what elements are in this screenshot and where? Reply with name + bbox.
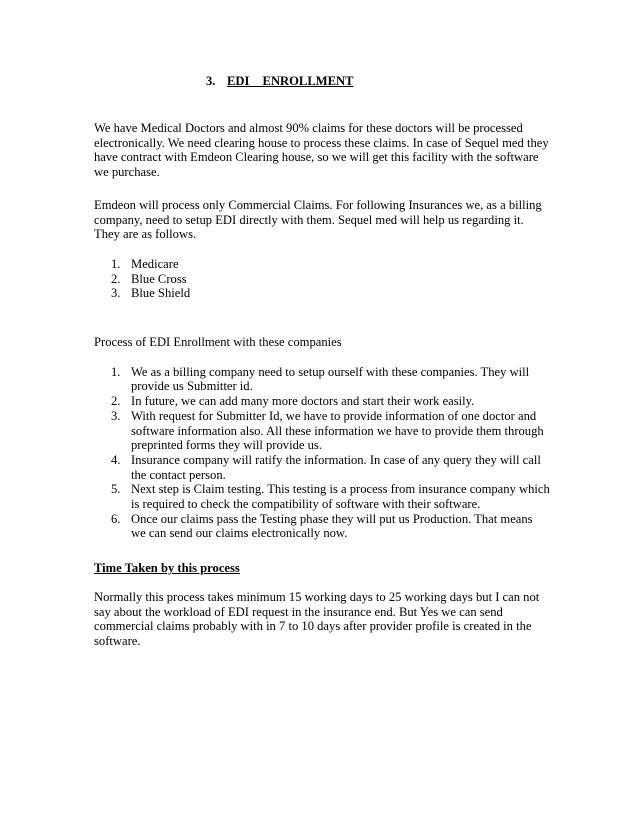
enrollment-steps-list bbox=[94, 365, 550, 541]
list-item-text: We as a billing company need to setup ourself with these companies. They will provide us Submitter id. bbox=[131, 364, 530, 394]
section-number: 3. bbox=[206, 74, 216, 88]
time-taken-heading: Time Taken by this process bbox=[94, 561, 240, 576]
list-marker: 1. bbox=[111, 256, 121, 271]
list-item-text: Insurance company will ratify the information. In case of any query they will call the contact person. bbox=[131, 452, 541, 482]
list-marker: 5. bbox=[111, 482, 121, 497]
list-item-text: Once our claims pass the Testing phase they will put us Production. That means we can send our claims electronically now. bbox=[131, 511, 533, 541]
list-item bbox=[94, 482, 550, 511]
time-taken-paragraph: Normally this process takes minimum 15 working days to 25 working days but I can not say about the workload of EDI request in the insurance end. But Yes we can send commercial claims probably with in 7 to 10 days after provider profile is created in the software. bbox=[94, 589, 540, 648]
list-item bbox=[94, 257, 550, 272]
list-marker: 1. bbox=[111, 364, 121, 379]
list-item-text: Next step is Claim testing. This testing is a process from insurance company which is required to check the compatibility of software with their software. bbox=[131, 482, 550, 512]
list-item bbox=[94, 286, 550, 301]
list-item bbox=[94, 272, 550, 287]
list-marker: 2. bbox=[111, 271, 121, 286]
list-item-text: Medicare bbox=[131, 256, 179, 271]
list-item bbox=[94, 365, 550, 394]
list-marker: 2. bbox=[111, 394, 121, 409]
insurance-list bbox=[94, 257, 550, 301]
list-item-text: In future, we can add many more doctors and start their work easily. bbox=[131, 394, 475, 409]
list-item-text: With request for Submitter Id, we have to provide information of one doctor and software information also. All these information we have to provide them through preprinted forms they will provide us. bbox=[131, 408, 544, 453]
list-item-text: Blue Shield bbox=[131, 286, 191, 301]
process-intro: Process of EDI Enrollment with these companies bbox=[94, 335, 342, 350]
document-body bbox=[94, 121, 550, 649]
list-marker: 6. bbox=[111, 511, 121, 526]
emdeon-paragraph: Emdeon will process only Commercial Claims. For following Insurances we, as a billing company, need to setup EDI directly with them. Sequel med will help us regarding it. They are as follows. bbox=[94, 197, 542, 242]
list-item bbox=[94, 512, 550, 541]
list-item bbox=[94, 409, 550, 453]
list-marker: 3. bbox=[111, 286, 121, 301]
section-title: EDI ENROLLMENT bbox=[227, 74, 354, 88]
list-item bbox=[94, 394, 550, 409]
section-heading bbox=[206, 74, 354, 89]
list-marker: 3. bbox=[111, 408, 121, 423]
list-item bbox=[94, 453, 550, 482]
intro-paragraph: We have Medical Doctors and almost 90% claims for these doctors will be processed electronically. We need clearing house to process these claims. In case of Sequel med they have contract with Emdeon Clearing house, so we will get this facility with the software we purchase. bbox=[94, 121, 549, 180]
list-item-text: Blue Cross bbox=[131, 271, 187, 286]
list-marker: 4. bbox=[111, 452, 121, 467]
